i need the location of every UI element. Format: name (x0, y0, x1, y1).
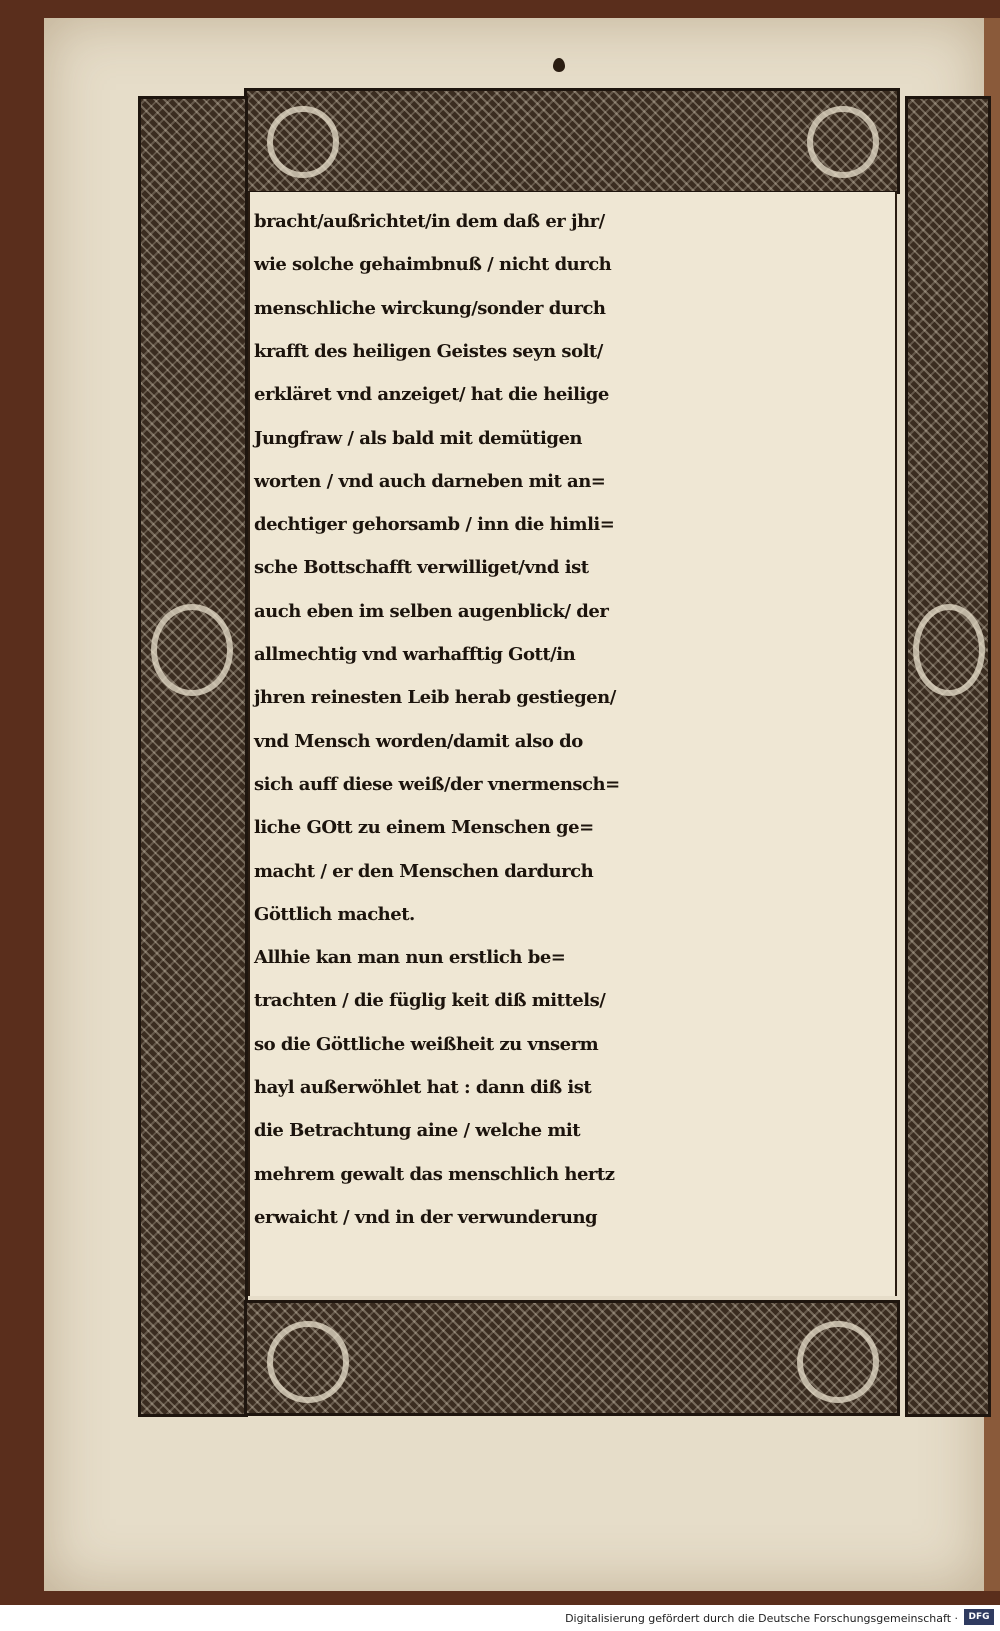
text-line: menschliche wirckung/sonder durch (254, 297, 606, 319)
text-line: macht / er den Menschen dardurch (254, 860, 594, 882)
text-line: trachten / die füglig keit diß mittels/ (254, 990, 606, 1012)
dfg-logo: DFG (964, 1609, 994, 1625)
text-line: sich auff diese weiß/der vnermensch= (254, 773, 620, 795)
text-line: jhren reinesten Leib herab gestiegen/ (254, 687, 616, 709)
text-line: so die Göttliche weißheit zu vnserm (254, 1033, 599, 1055)
ornament-mark (553, 58, 565, 72)
text-line: wie solche gehaimbnuß / nicht durch (254, 254, 612, 276)
text-line: erkläret vnd anzeiget/ hat die heilige (254, 384, 609, 406)
text-line: liche GOtt zu einem Menschen ge= (254, 817, 594, 839)
text-line: die Betrachtung aine / welche mit (254, 1120, 581, 1142)
text-line: vnd Mensch worden/damit also do (254, 730, 583, 752)
woodcut-border-top (244, 88, 900, 194)
text-line: erwaicht / vnd in der verwunderung (254, 1206, 598, 1228)
digitization-credit: Digitalisierung gefördert durch die Deutsche Forschungsgemeinschaft · (565, 1612, 958, 1625)
woodcut-border-left (138, 96, 248, 1417)
text-line: sche Bottschafft verwilliget/vnd ist (254, 557, 589, 579)
text-line: Allhie kan man nun erstlich be= (254, 947, 566, 969)
text-line: Jungfraw / als bald mit demütigen (254, 427, 583, 449)
woodcut-border-bottom (244, 1300, 900, 1416)
text-line: krafft des heiligen Geistes seyn solt/ (254, 340, 603, 362)
woodcut-border-right (905, 96, 991, 1417)
text-line: mehrem gewalt das menschlich hertz (254, 1163, 615, 1185)
text-line: hayl außerwöhlet hat : dann diß ist (254, 1077, 592, 1098)
text-line: worten / vnd auch darneben mit an= (254, 470, 606, 492)
text-line: allmechtig vnd warhafftig Gott/in (254, 644, 576, 665)
text-line: dechtiger gehorsamb / inn die himli= (254, 514, 615, 536)
text-line: Göttlich machet. (254, 903, 415, 925)
text-line: auch eben im selben augenblick/ der (254, 600, 609, 622)
text-line: bracht/außrichtet/in dem daß er jhr/ (254, 211, 605, 232)
